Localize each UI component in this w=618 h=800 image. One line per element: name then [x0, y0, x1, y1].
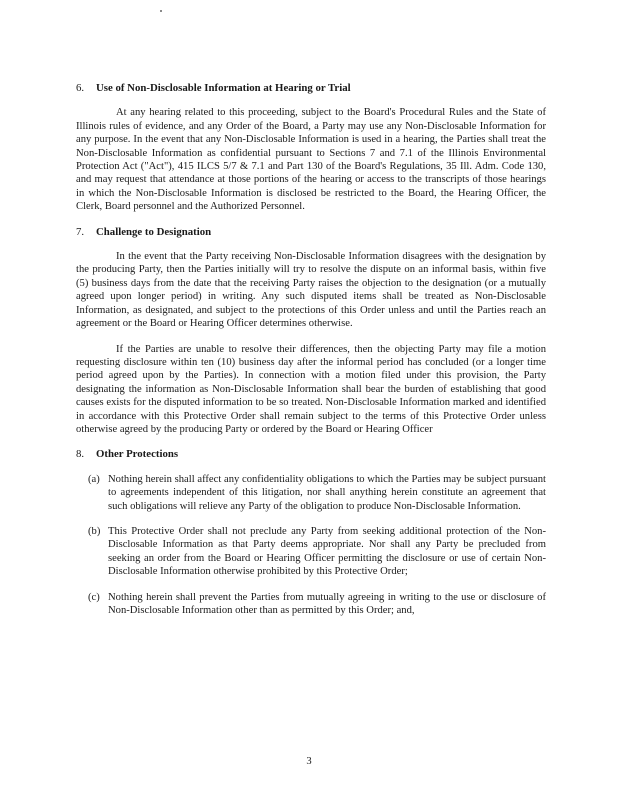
section-number: 7.	[76, 225, 85, 238]
list-item-text: Nothing herein shall affect any confidentiality obligations to which the Parties may be subject pursuant to agreements independent of this litigation, nor shall anything herein constitute an agreement that such obligations will relieve any Party of the obligation to produce Non-Disclosable Information.	[108, 473, 546, 512]
section-title: Other Protections	[96, 448, 179, 461]
section-number: 6.	[76, 82, 85, 94]
list-marker: (b)	[88, 525, 101, 537]
document-body	[76, 82, 546, 629]
list-marker: (c)	[88, 591, 100, 603]
section-6-paragraph: At any hearing related to this proceeding, subject to the Board's Procedural Rules and the State of Illinois rules of evidence, and any Order of the Board, a Party may use any Non-Disclosable Information for any purpose. In the event that any Non-Disclosable Information is used in a hearing, the Parties shall treat the Non-Disclosable Information as confidential pursuant to Sections 7 and 7.1 of the Illinois Environmental Protection Act ("Act"), 415 ILCS 5/7 & 7.1 and Part 130 of the Board's Regulations, 35 Ill. Adm. Code 130, and may request that attendance at those portions of the hearing or access to the transcripts of those hearings in which the Non-Disclosable Information is disclosed be restricted to the Board, the Hearing Officer, the Clerk, Board personnel and the Authorized Personnel.	[76, 107, 546, 213]
scan-speck	[160, 10, 162, 12]
section-7-heading	[76, 226, 546, 239]
section-7-paragraph-2: If the Parties are unable to resolve their differences, then the objecting Party may file a motion requesting disclosure within ten (10) business day after the informal period has concluded (or a longer time period agreed upon by the Parties). In connection with a motion filed under this provision, the Party designating the information as Non-Disclosable Information shall bear the burden of establishing that good causes exists for the disputed information to be so treated. Non-Disclosable Information marked and identified in accordance with this Protective Order shall remain subject to the terms of this Protective Order unless otherwise agreed by the producing Party or ordered by the Board or Hearing Officer	[76, 343, 546, 435]
section-number: 8.	[76, 448, 85, 461]
section-6-heading	[76, 82, 546, 95]
list-item	[88, 591, 546, 618]
list-marker: (a)	[88, 473, 100, 485]
list-item	[88, 525, 546, 579]
section-8-heading	[76, 448, 546, 461]
list-item	[88, 473, 546, 513]
page-number: 3	[306, 756, 312, 767]
section-title: Use of Non-Disclosable Information at Hearing or Trial	[96, 82, 351, 94]
list-item-text: Nothing herein shall prevent the Parties from mutually agreeing in writing to the use or disclosure of Non-Disclosable Information other than as permitted by this Order; and,	[108, 591, 546, 616]
section-7-paragraph-1: In the event that the Party receiving Non-Disclosable Information disagrees with the designation by the producing Party, then the Parties initially will try to resolve the dispute on an informal basis, within five (5) business days from the date that the receiving Party raises the objection to the designation (or a mutually agreed upon longer period) in writing. Any such disputed items shall be treated as Non-Disclosable Information, as designated, and subject to the protections of this Order unless and until the Parties reach an agreement or the Board or Hearing Officer determines otherwise.	[76, 251, 546, 330]
section-title: Challenge to Designation	[96, 225, 212, 238]
list-item-text: This Protective Order shall not preclude any Party from seeking additional protection of the Non-Disclosable Information as that Party deems appropriate. Nor shall any Party be precluded from seeking an order from the Board or Hearing Officer permitting the disclosure or use of certain Non-Disclosable Information otherwise prohibited by this Protective Order;	[108, 525, 546, 578]
other-protections-list	[76, 473, 546, 618]
